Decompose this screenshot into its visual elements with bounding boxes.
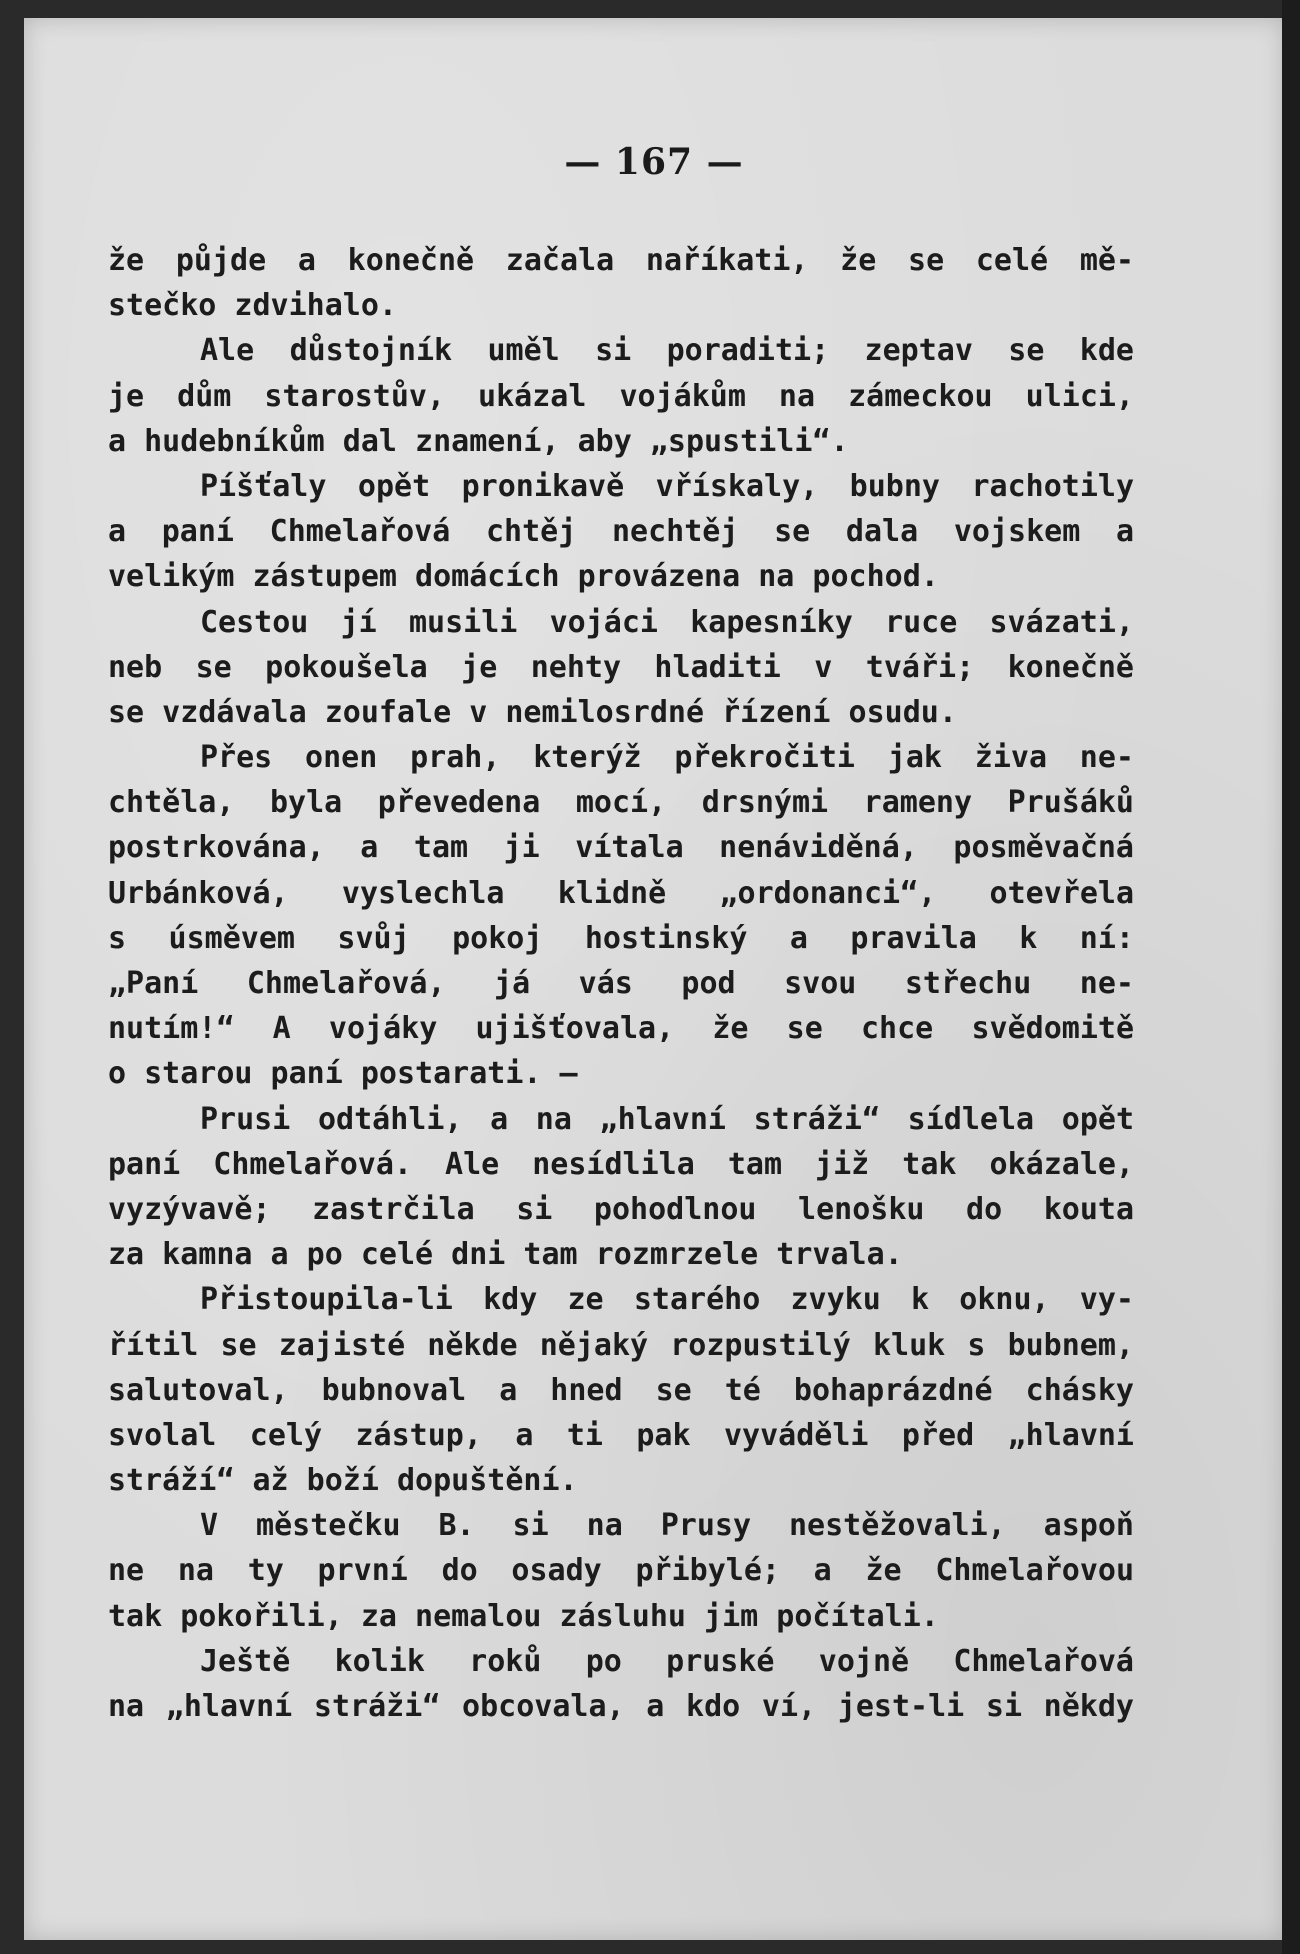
text-line: svolal celý zástup, a ti pak vyváděli před „hlavní — [108, 1417, 1134, 1453]
text-line: stečko zdvihalo. — [108, 288, 397, 324]
text-line: Ale důstojník uměl si poraditi; zeptav se kde — [200, 333, 1134, 369]
text-line: Přes onen prah, kterýž překročiti jak živa ne- — [200, 740, 1134, 776]
text-line: tak pokořili, za nemalou zásluhu jim počítali. — [108, 1598, 939, 1634]
text-line: stráží“ až boží dopuštění. — [108, 1463, 578, 1499]
text-line: V městečku B. si na Prusy nestěžovali, aspoň — [200, 1508, 1134, 1544]
text-line: postrkována, a tam ji vítala nenáviděná, posměvačná — [108, 830, 1134, 866]
text-line: Píšťaly opět pronikavě vřískaly, bubny rachotily — [200, 468, 1134, 504]
text-line: vyzývavě; zastrčila si pohodlnou lenošku do kouta — [108, 1191, 1134, 1227]
text-line: se vzdávala zoufale v nemilosrdné řízení osudu. — [108, 694, 957, 730]
scan-edge — [1282, 0, 1300, 1954]
text-line: „Paní Chmelařová, já vás pod svou střechu ne- — [108, 966, 1134, 1001]
text-line: neb se pokoušela je nehty hladiti v tváři; konečně — [108, 649, 1134, 685]
text-line: nutím!“ A vojáky ujišťovala, že se chce svědomitě — [108, 1011, 1134, 1047]
text-line: na „hlavní stráži“ obcovala, a kdo ví, jest-li si někdy — [108, 1689, 1134, 1724]
text-line: chtěla, byla převedena mocí, drsnými rameny Prušáků — [108, 785, 1134, 821]
text-line: s úsměvem svůj pokoj hostinský a pravila k ní: — [108, 920, 1134, 956]
book-page — [24, 18, 1284, 1940]
body-text — [108, 238, 1134, 1729]
text-line: velikým zástupem domácích provázena na pochod. — [108, 559, 939, 595]
text-line: a hudebníkům dal znamení, aby „spustili“. — [108, 423, 849, 459]
text-line: ne na ty první do osady přibylé; a že Chmelařovou — [108, 1553, 1134, 1589]
text-line: Cestou jí musili vojáci kapesníky ruce svázati, — [200, 604, 1134, 640]
text-line: Prusi odtáhli, a na „hlavní stráži“ sídlela opět — [200, 1101, 1134, 1137]
text-line: za kamna a po celé dni tam rozmrzele trvala. — [108, 1237, 903, 1273]
text-line: že půjde a konečně začala naříkati, že se celé mě- — [108, 243, 1134, 278]
page-number: — 167 — — [564, 141, 744, 183]
text-line: salutoval, bubnoval a hned se té bohaprázdné chásky — [108, 1372, 1134, 1408]
text-line: Ještě kolik roků po pruské vojně Chmelařová — [200, 1643, 1134, 1679]
text-line: je dům starostův, ukázal vojákům na zámeckou ulici, — [108, 378, 1134, 414]
text-line: Přistoupila-li kdy ze starého zvyku k oknu, vy- — [200, 1282, 1134, 1318]
text-line: paní Chmelařová. Ale nesídlila tam již tak okázale, — [108, 1146, 1134, 1182]
text-line: Urbánková, vyslechla klidně „ordonanci“, otevřela — [108, 875, 1134, 911]
text-line: a paní Chmelařová chtěj nechtěj se dala vojskem a — [108, 514, 1134, 550]
text-line: o starou paní postarati. — — [108, 1056, 578, 1092]
text-line: řítil se zajisté někde nějaký rozpustilý kluk s bubnem, — [108, 1327, 1134, 1363]
